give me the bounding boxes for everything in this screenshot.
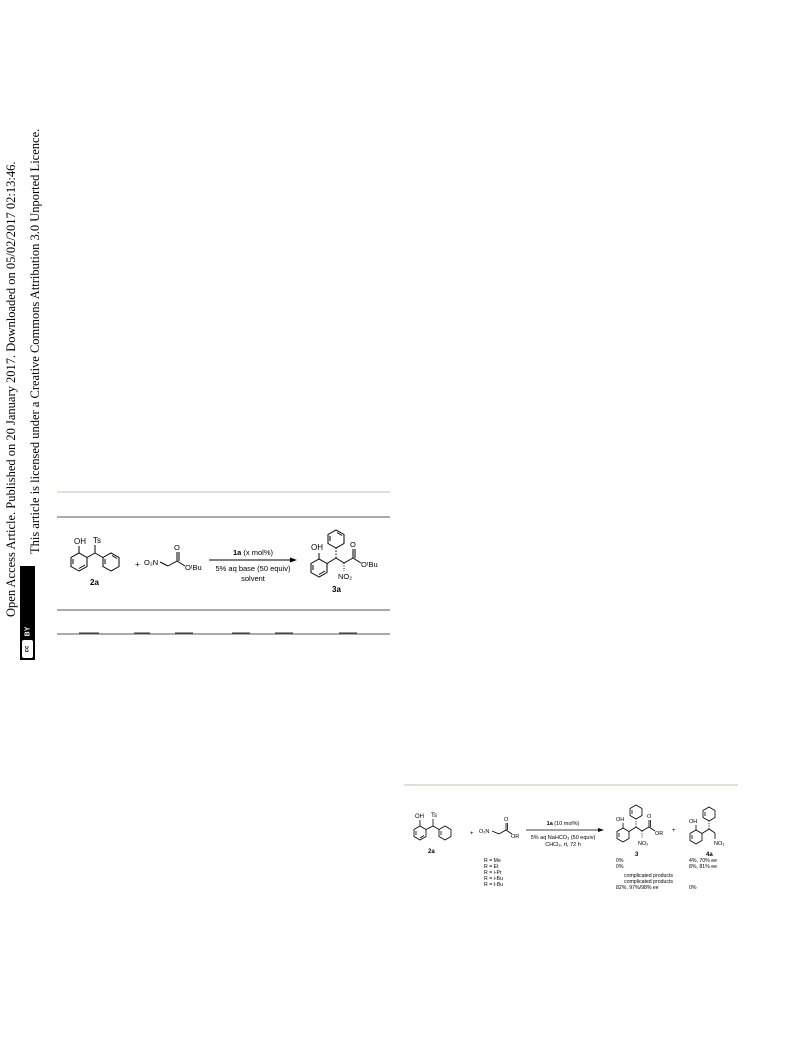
row1-r: R = Me	[484, 858, 501, 864]
row4-r: R = i-Bu	[484, 876, 503, 882]
cc-by-licence-badge[interactable]	[20, 566, 35, 660]
table1-scheme-drawing	[57, 492, 390, 642]
row5-product4a: 0%	[689, 885, 697, 891]
scheme2-substrate-ts: Ts	[431, 813, 437, 819]
row5-r: R = t-Bu	[484, 882, 504, 888]
scheme2-product4a-oh: OH	[689, 819, 698, 825]
row2-product3: 0%	[616, 864, 624, 870]
scheme2-product3-o: O	[647, 814, 652, 820]
row1-product3: 0%	[616, 858, 624, 864]
scheme2-plus-2: +	[672, 828, 676, 834]
scheme2-product4a-structure	[690, 807, 715, 844]
row3-r: R = i-Pr	[484, 870, 502, 876]
by-label: BY	[24, 626, 32, 637]
scheme2-solvent-conditions: CHCl₃, rt, 72 h	[545, 842, 581, 848]
base-conditions: 5% aq base (50 equiv)	[215, 564, 291, 573]
scheme2-product3-no2: NO₂	[638, 841, 649, 847]
reagent-no2-label: O₂N	[144, 558, 159, 567]
substrate-oh-label: OH	[74, 537, 86, 546]
licence-notice[interactable]: This article is licensed under a Creative Commons Attribution 3.0 Unported Licence.	[28, 128, 42, 554]
plus-sign: +	[135, 560, 140, 569]
scheme2-product3-oh: OH	[616, 817, 625, 823]
scheme2-substrate-oh: OH	[415, 814, 424, 820]
row2-product4a: 8%, 81% ee	[689, 864, 717, 870]
scheme2-substrate-label: 2a	[428, 849, 435, 855]
scheme2-results-table	[484, 858, 717, 891]
row4-product3: complicated products	[624, 879, 674, 885]
cc-logo-icon: cc	[21, 639, 34, 659]
substrate-compound-label: 2a	[90, 578, 99, 587]
scheme2-product4a-label: 4a	[706, 852, 713, 858]
scheme2-reaction	[404, 785, 738, 900]
scheme2-catalyst-loading: 1a (10 mol%)	[546, 821, 580, 827]
substrate-ts-label: Ts	[93, 536, 101, 545]
solvent-label: solvent	[241, 574, 265, 583]
scheme2-product3-or: OR	[655, 831, 664, 837]
scheme2-product3-structure	[617, 805, 655, 842]
open-access-notice: Open Access Article. Published on 20 January 2017. Downloaded on 05/02/2017 02:13:46.	[4, 161, 18, 617]
product-carbonyl-o: O	[350, 540, 356, 549]
scheme2-substrate-structure	[414, 819, 451, 840]
row3-product3: complicated products	[624, 873, 674, 879]
substrate-2a-structure	[71, 545, 119, 571]
scheme2-drawing	[404, 785, 738, 900]
product-oh-label: OH	[311, 543, 323, 552]
scheme2-plus-1: +	[470, 831, 474, 837]
catalyst-loading: 1a (x mol%)	[232, 548, 274, 557]
row5-product3: 82%, 97%/98% ee	[616, 885, 659, 891]
scheme2-product3-label: 3	[635, 852, 639, 858]
scheme2-base-conditions: 5% aq NaHCO₃ (50 equiv)	[530, 835, 596, 841]
scheme2-reagent-no2: O₂N	[479, 829, 490, 835]
scheme2-reagent-o: O	[504, 817, 509, 823]
product-ester-label: OᵗBu	[361, 560, 378, 569]
scheme2-reagent-or: OR	[511, 834, 520, 840]
reagent-carbonyl-o: O	[174, 543, 180, 552]
row1-product4a: 4%, 70% ee	[689, 858, 717, 864]
product-3a-structure	[311, 530, 361, 577]
scheme2-arrowhead	[598, 828, 604, 832]
product-compound-label: 3a	[332, 585, 341, 594]
product-no2-label: NO₂	[338, 572, 353, 581]
reagent-ester-label: OᵗBu	[185, 563, 202, 572]
scheme2-reagent-structure	[492, 823, 512, 834]
open-access-sidebar	[0, 0, 44, 670]
row2-r: R = Et	[484, 864, 499, 870]
table1-reaction-scheme	[57, 492, 390, 642]
reaction-arrowhead	[290, 558, 297, 563]
scheme2-product4a-no2: NO₂	[714, 841, 725, 847]
nitroacetate-structure	[160, 552, 185, 566]
